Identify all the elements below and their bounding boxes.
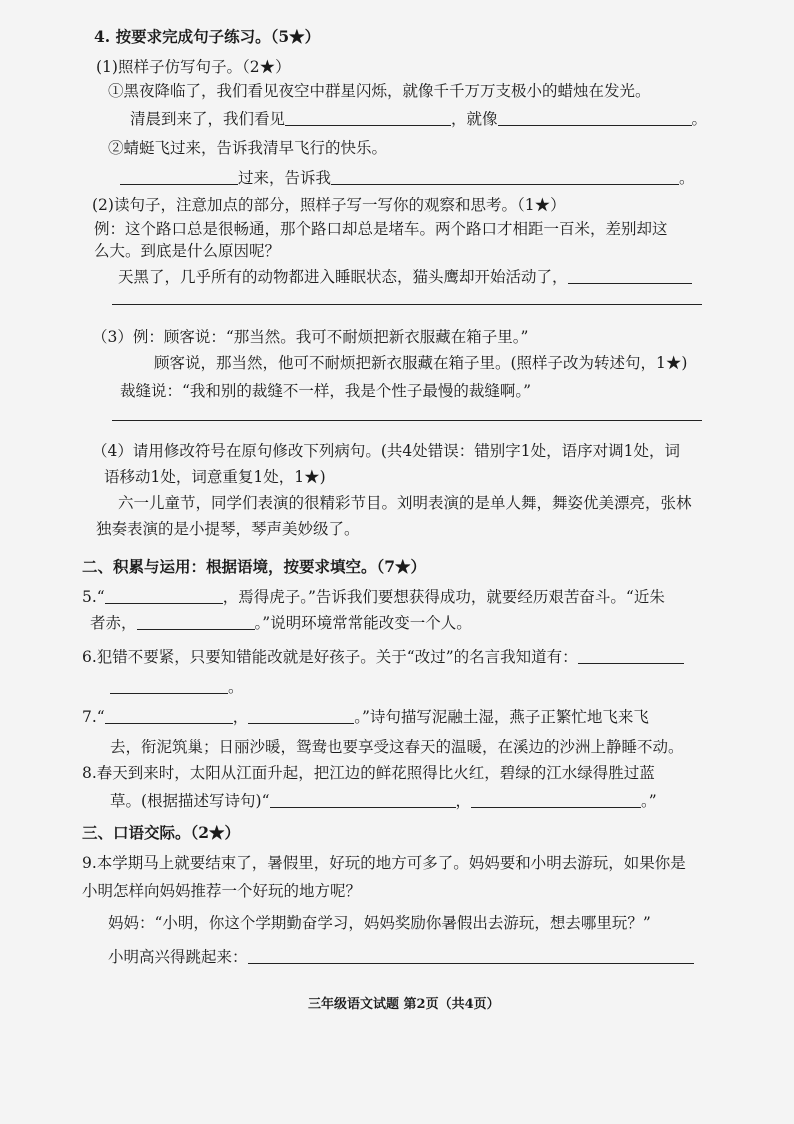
q4-2-example-line2: 么大。到底是什么原因呢？ <box>94 242 281 260</box>
q6-line1 <box>82 646 684 668</box>
q4-2-title: (2)读句子，注意加点的部分，照样子写一写你的观察和思考。（1★） <box>92 196 566 214</box>
q8-prefix: 草。(根据描述写诗句)“ <box>110 792 270 810</box>
answer-line[interactable] <box>112 420 702 421</box>
q4-4-line3: 六一儿童节，同学们表演的很精彩节目。刘明表演的是单人舞，舞姿优美漂亮，张林 <box>118 494 692 512</box>
answer-blank[interactable] <box>285 124 451 126</box>
q4-1-example1: ①黑夜降临了，我们看见夜空中群星闪烁，就像千千万万支极小的蜡烛在发光。 <box>108 82 651 100</box>
fill1-end: 。 <box>691 110 708 128</box>
task-text: 天黑了，几乎所有的动物都进入睡眠状态，猫头鹰却开始活动了， <box>118 268 568 286</box>
q5-text2: 。”说明环境常常能改变一个人。 <box>254 614 472 632</box>
q8-end: 。” <box>641 792 657 810</box>
q5-line1 <box>82 586 665 608</box>
q7-line2: 去，衔泥筑巢；日丽沙暖，鸳鸯也要享受这春天的温暖，在溪边的沙洲上静睡不动。 <box>110 738 684 756</box>
answer-blank[interactable] <box>110 692 228 694</box>
q4-4-line2: 语移动1处，词意重复1处，1★) <box>104 468 326 486</box>
answer-blank[interactable] <box>498 124 692 126</box>
q9-mom: 妈妈：“小明，你这个学期勤奋学习，妈妈奖励你暑假出去游玩，想去哪里玩？” <box>108 914 651 932</box>
answer-blank[interactable] <box>105 602 223 604</box>
q9-line1: 9.本学期马上就要结束了，暑假里，好玩的地方可多了。妈妈要和小明去游玩，如果你是 <box>82 854 686 872</box>
q4-4-line4: 独奏表演的是小提琴，琴声美妙级了。 <box>96 520 360 538</box>
fill2-mid: 过来，告诉我 <box>238 169 332 187</box>
page-footer: 三年级语文试题 第2页（共4页） <box>308 997 500 1012</box>
answer-blank[interactable] <box>120 183 238 185</box>
answer-line[interactable] <box>112 304 702 305</box>
q9-line2: 小明怎样向妈妈推荐一个好玩的地方呢？ <box>82 882 362 900</box>
answer-blank[interactable] <box>578 662 684 664</box>
section3-title: 三、口语交际。（2★） <box>82 823 241 842</box>
q5-prefix: 5.“ <box>82 588 105 606</box>
q7-comma: ， <box>232 708 249 726</box>
ming-text: 小明高兴得跳起来： <box>108 948 248 966</box>
q7-text: 。”诗句描写泥融土湿，燕子正繁忙地飞来飞 <box>354 708 649 726</box>
fill2-end: 。 <box>679 169 695 187</box>
q5-line2 <box>90 612 472 634</box>
q4-1-fill1 <box>130 108 707 130</box>
q6-line2 <box>110 676 244 698</box>
q4-title: 4. 按要求完成句子练习。（5★） <box>94 27 321 46</box>
q7-prefix: 7.“ <box>82 708 105 726</box>
q4-3-example-converted: 顾客说，那当然，他可不耐烦把新衣服藏在箱子里。(照样子改为转述句，1★) <box>154 354 688 372</box>
q4-2-task <box>118 266 692 288</box>
answer-blank[interactable] <box>105 722 233 724</box>
answer-blank[interactable] <box>248 962 694 964</box>
q7-line1 <box>82 706 649 728</box>
answer-blank[interactable] <box>270 806 456 808</box>
section2-title: 二、积累与运用：根据语境，按要求填空。（7★） <box>82 557 427 576</box>
fill1-prefix: 清晨到来了，我们看见 <box>130 110 286 128</box>
answer-blank[interactable] <box>248 722 354 724</box>
answer-blank[interactable] <box>471 806 641 808</box>
q4-1-title: (1)照样子仿写句子。（2★） <box>96 58 291 76</box>
q4-1-example2: ②蜻蜓飞过来，告诉我清早飞行的快乐。 <box>108 139 388 157</box>
fill1-mid: ，就像 <box>451 110 498 128</box>
answer-blank[interactable] <box>331 183 679 185</box>
q8-line2 <box>110 790 657 812</box>
q5-text: ，焉得虎子。”告诉我们要想获得成功，就要经历艰苦奋斗。“近朱 <box>222 588 665 606</box>
q8-comma: ， <box>455 792 472 810</box>
q8-line1: 8.春天到来时，太阳从江面升起，把江边的鲜花照得比火红，碧绿的江水绿得胜过蓝 <box>82 764 655 782</box>
q9-ming <box>108 946 694 968</box>
q4-3-task: 裁缝说：“我和别的裁缝不一样，我是个性子最慢的裁缝啊。” <box>120 382 532 400</box>
q4-2-example-line1: 例：这个路口总是很畅通，那个路口却总是堵车。两个路口才相距一百米，差别却这 <box>94 220 668 238</box>
q4-1-fill2 <box>120 167 695 189</box>
q4-4-line1: （4）请用修改符号在原句修改下列病句。(共4处错误：错别字1处，语序对调1处，词 <box>92 442 680 460</box>
q4-3-example: （3）例：顾客说：“那当然。我可不耐烦把新衣服藏在箱子里。” <box>92 328 529 346</box>
answer-blank[interactable] <box>568 282 692 284</box>
q6-end: 。 <box>228 678 244 696</box>
q5-prefix2: 者赤， <box>90 614 137 632</box>
answer-blank[interactable] <box>137 628 255 630</box>
q6-text: 6.犯错不要紧，只要知错能改就是好孩子。关于“改过”的名言我知道有： <box>82 648 578 666</box>
